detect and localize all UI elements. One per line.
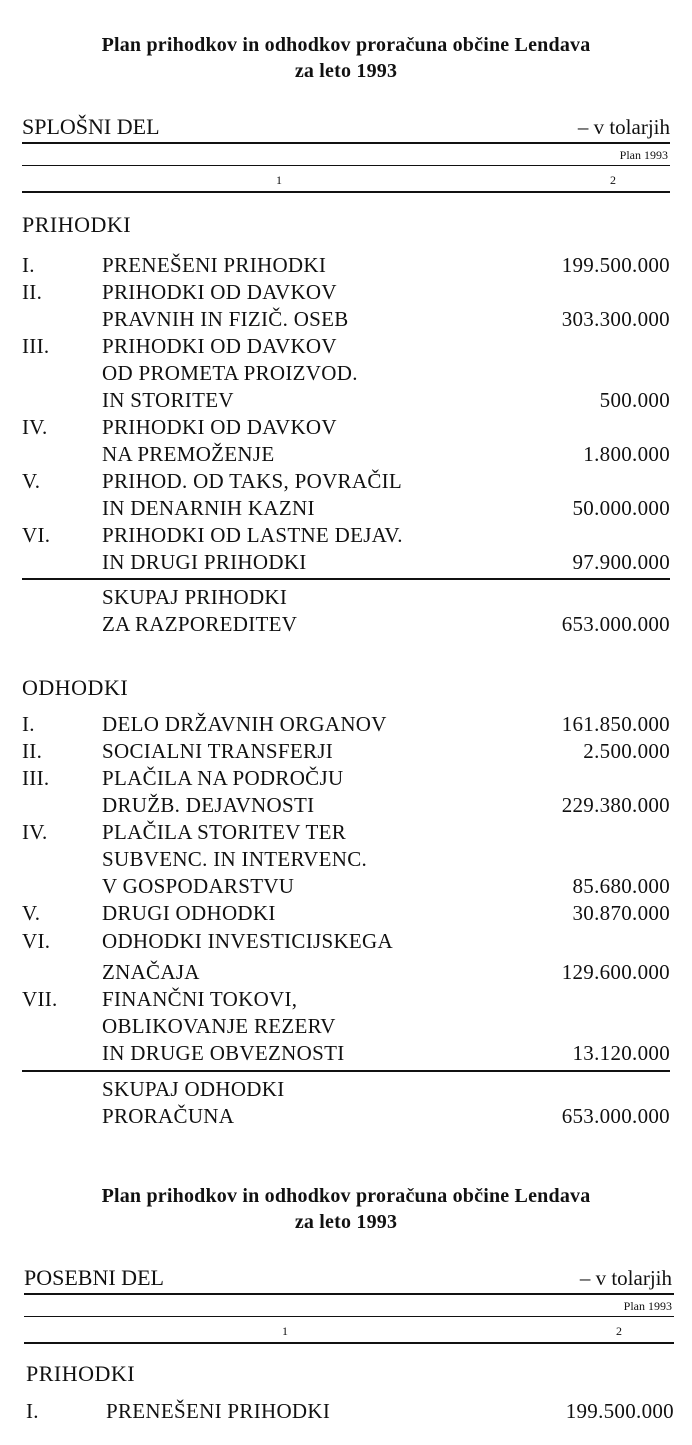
table1-title-line2: za leto 1993 <box>294 60 398 82</box>
row-label: PRIHODKI OD DAVKOV <box>102 334 337 358</box>
row-label: PRIHODKI OD DAVKOV <box>102 415 337 439</box>
row-label: PRIHOD. OD TAKS, POVRAČIL <box>102 469 403 493</box>
table2-header-rule-bottom <box>24 1342 674 1344</box>
table2-prihodki-heading: PRIHODKI <box>26 1361 136 1386</box>
table2-section-heading: POSEBNI DEL <box>24 1265 164 1290</box>
row-number: VII. <box>22 987 58 1011</box>
total-label: SKUPAJ ODHODKI <box>102 1077 285 1101</box>
row-number: V. <box>22 901 41 925</box>
row-amount: 500.000 <box>599 388 670 412</box>
table1-header-rule-bottom <box>22 191 670 193</box>
row-amount: 303.300.000 <box>561 307 670 331</box>
row-amount: 199.500.000 <box>561 253 670 277</box>
table1-header-rule-mid <box>22 165 670 166</box>
table1-unit-label: – v tolarjih <box>577 115 670 139</box>
row-label: NA PREMOŽENJE <box>102 442 275 466</box>
total-amount: 653.000.000 <box>561 612 670 636</box>
row-amount: 1.800.000 <box>583 442 670 466</box>
table1-header-rule-top <box>22 142 670 144</box>
row-amount: 97.900.000 <box>572 550 670 574</box>
row-label: V GOSPODARSTVU <box>102 874 295 898</box>
table2-plan-label: Plan 1993 <box>623 1299 672 1313</box>
row-amount: 161.850.000 <box>561 712 670 736</box>
table1-odhodki-total-rule <box>22 1070 670 1072</box>
table1-title-line1: Plan prihodkov in odhodkov proračuna občine Lendava <box>101 34 591 56</box>
table1-column-2-number: 2 <box>610 173 616 187</box>
table2-title <box>0 1183 692 1235</box>
table1-plan-label: Plan 1993 <box>619 148 668 162</box>
row-number: IV. <box>22 415 48 439</box>
table1-column-1-number: 1 <box>276 173 282 187</box>
row-amount: 129.600.000 <box>561 960 670 984</box>
row-number: II. <box>22 739 43 763</box>
row-label: ZNAČAJA <box>102 960 200 984</box>
row-label: IN STORITEV <box>102 388 234 412</box>
row-label: PRENEŠENI PRIHODKI <box>102 253 327 277</box>
table2-header-rule-mid <box>24 1316 674 1317</box>
total-label: ZA RAZPOREDITEV <box>102 612 298 636</box>
row-number: III. <box>22 334 50 358</box>
table1-title <box>0 32 692 84</box>
row-label: PRIHODKI OD DAVKOV <box>102 280 337 304</box>
row-number: V. <box>22 469 41 493</box>
row-label: OD PROMETA PROIZVOD. <box>102 361 358 385</box>
row-label: DRUGI ODHODKI <box>102 901 276 925</box>
row-label: SUBVENC. IN INTERVENC. <box>102 847 368 871</box>
row-label: ODHODKI INVESTICIJSKEGA <box>102 929 393 953</box>
row-label: PRAVNIH IN FIZIČ. OSEB <box>102 307 349 331</box>
table2-column-1-number: 1 <box>282 1324 288 1338</box>
table2-title-line2: za leto 1993 <box>294 1211 398 1233</box>
table1-odhodki-heading: ODHODKI <box>22 675 129 700</box>
row-label: SOCIALNI TRANSFERJI <box>102 739 334 763</box>
table2-unit-label: – v tolarjih <box>579 1266 672 1290</box>
row-label: FINANČNI TOKOVI, <box>102 987 298 1011</box>
row-number: I. <box>22 253 35 277</box>
row-label: PLAČILA NA PODROČJU <box>102 766 344 790</box>
row-amount: 229.380.000 <box>561 793 670 817</box>
row-amount: 30.870.000 <box>572 901 670 925</box>
row-number: II. <box>22 280 43 304</box>
row-label: IN DRUGI PRIHODKI <box>102 550 307 574</box>
row-amount: 2.500.000 <box>583 739 670 763</box>
row-label: IN DRUGE OBVEZNOSTI <box>102 1041 345 1065</box>
row-label: PLAČILA STORITEV TER <box>102 820 347 844</box>
row-number: IV. <box>22 820 48 844</box>
row-amount: 50.000.000 <box>572 496 670 520</box>
row-amount: 13.120.000 <box>572 1041 670 1065</box>
table2-header-rule-top <box>24 1293 674 1295</box>
total-label: SKUPAJ PRIHODKI <box>102 585 288 609</box>
table1-prihodki-heading: PRIHODKI <box>22 212 132 237</box>
table1-prihodki-total-rule <box>22 578 670 580</box>
row-number: VI. <box>22 523 51 547</box>
row-label: DRUŽB. DEJAVNOSTI <box>102 793 315 817</box>
row-number: VI. <box>22 929 51 953</box>
total-amount: 653.000.000 <box>561 1104 670 1128</box>
row-amount: 199.500.000 <box>565 1399 674 1423</box>
row-number: III. <box>22 766 50 790</box>
row-amount: 85.680.000 <box>572 874 670 898</box>
table2-column-2-number: 2 <box>616 1324 622 1338</box>
table1-section-heading: SPLOŠNI DEL <box>22 114 160 139</box>
row-number: I. <box>26 1399 39 1423</box>
row-label: OBLIKOVANJE REZERV <box>102 1014 336 1038</box>
row-number: I. <box>22 712 35 736</box>
total-label: PRORAČUNA <box>102 1104 235 1128</box>
row-label: PRENEŠENI PRIHODKI <box>106 1399 331 1423</box>
table2-title-line1: Plan prihodkov in odhodkov proračuna občine Lendava <box>101 1185 591 1207</box>
row-label: DELO DRŽAVNIH ORGANOV <box>102 712 387 736</box>
row-label: IN DENARNIH KAZNI <box>102 496 315 520</box>
row-label: PRIHODKI OD LASTNE DEJAV. <box>102 523 403 547</box>
